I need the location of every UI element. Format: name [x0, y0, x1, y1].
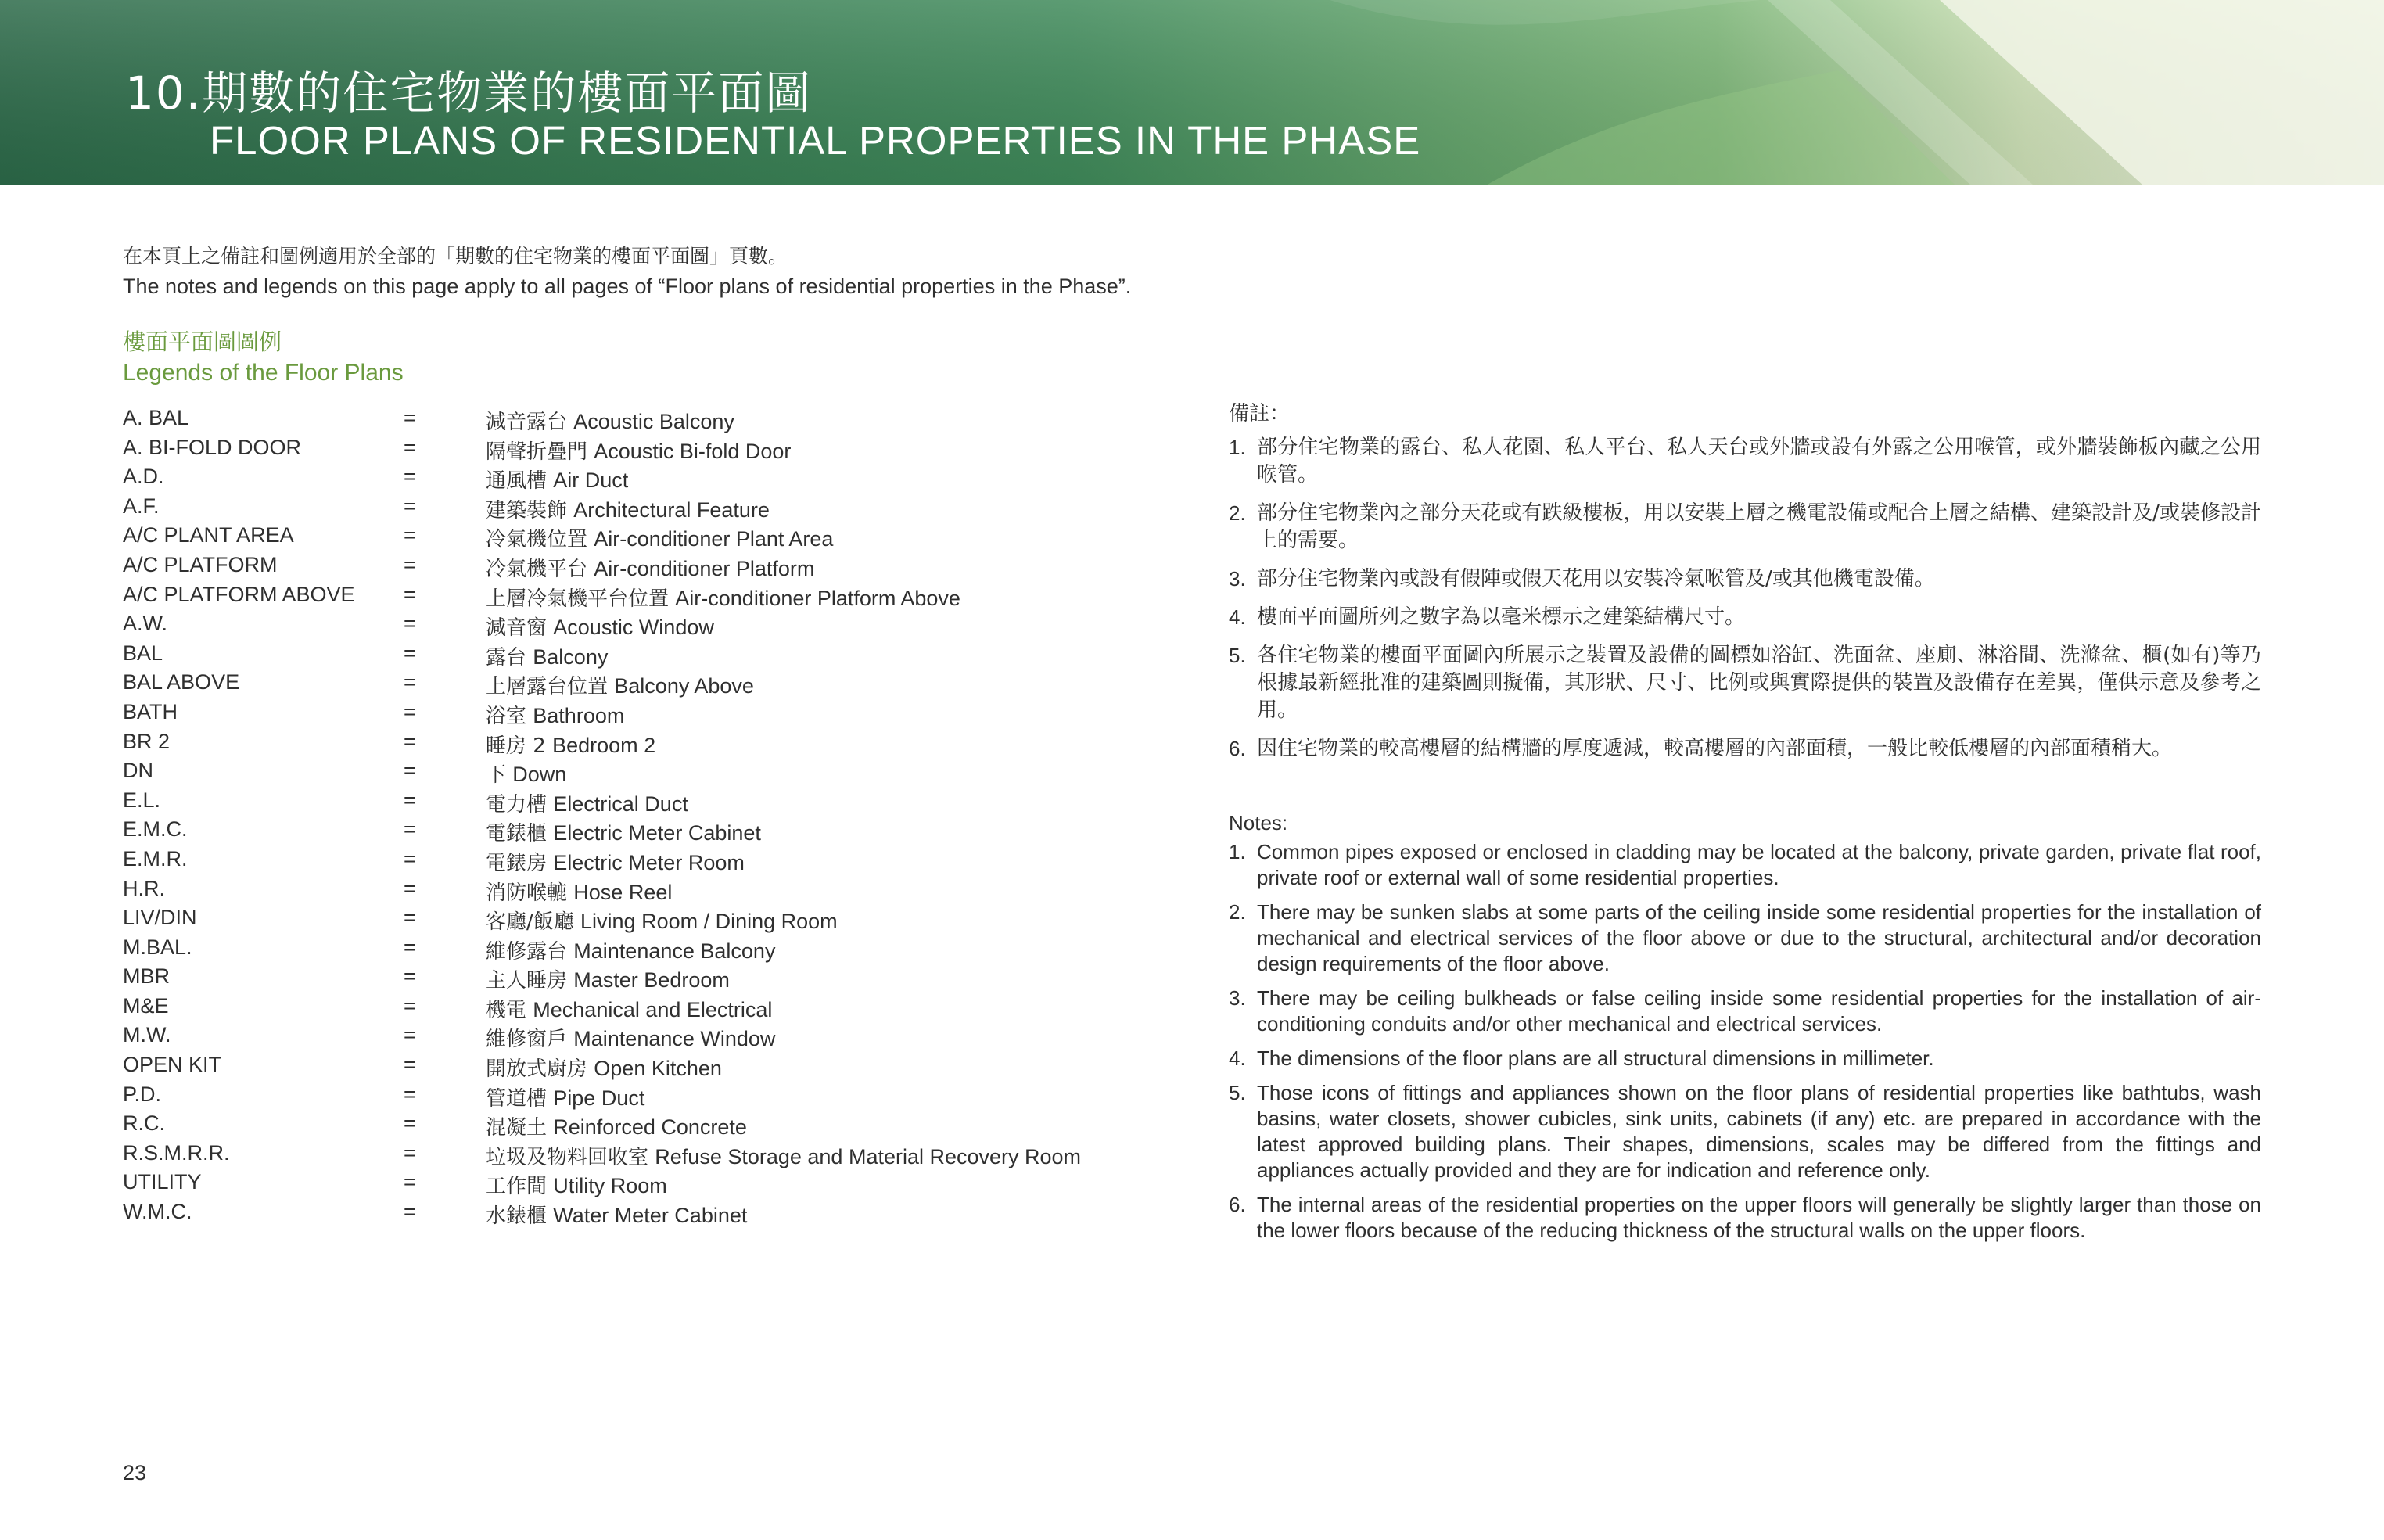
- notes-cn: [1229, 400, 2261, 774]
- legend-desc-cn: 上層露台位置: [486, 675, 609, 699]
- legend-description: [486, 700, 624, 729]
- legend-row: [123, 759, 1140, 788]
- legend-desc-en: Air-conditioner Platform Above: [675, 586, 960, 610]
- legend-row: [123, 1082, 1140, 1112]
- legend-desc-en: Utility Room: [553, 1174, 667, 1198]
- legend-equals: =: [404, 1111, 416, 1136]
- note-item: [1229, 500, 2261, 555]
- note-item: [1229, 604, 2261, 631]
- legend-equals: =: [404, 699, 416, 723]
- note-item: [1229, 565, 2261, 593]
- intro-en: The notes and legends on this page apply to all pages of “Floor plans of residential properties in the Phase”.: [123, 275, 1132, 298]
- legend-desc-en: Architectural Feature: [573, 497, 770, 522]
- legend-desc-cn: 下: [486, 763, 507, 788]
- notes-en-list: [1229, 839, 2261, 1244]
- legend-desc-cn: 維修露台: [486, 939, 568, 964]
- note-number: 1.: [1229, 840, 1246, 863]
- notes-cn-list: [1229, 434, 2261, 763]
- legend-desc-cn: 上層冷氣機平台位置: [486, 587, 670, 611]
- legend-row: [123, 935, 1140, 965]
- page-number: 23: [123, 1461, 147, 1484]
- legend-row: [123, 1200, 1140, 1229]
- legend-equals: =: [404, 1023, 416, 1047]
- legend-desc-en: Air Duct: [553, 468, 629, 493]
- legend-row: [123, 700, 1140, 730]
- legend-row: [123, 788, 1140, 818]
- legend-desc-cn: 冷氣機位置: [486, 528, 588, 552]
- legend-equals: =: [404, 552, 416, 576]
- legend-abbr: A.F.: [123, 494, 160, 518]
- legend-row: [123, 877, 1140, 906]
- note-number: 4.: [1229, 1046, 1246, 1070]
- legend-equals: =: [404, 876, 416, 900]
- note-item: [1229, 985, 2261, 1037]
- legend-desc-cn: 混凝土: [486, 1116, 548, 1140]
- legend-row: [123, 670, 1140, 700]
- legend-desc-cn: 露台: [486, 645, 527, 669]
- legend-desc-en: Maintenance Balcony: [573, 939, 776, 963]
- legend-desc-en: Mechanical and Electrical: [533, 997, 773, 1021]
- legend-row: [123, 523, 1140, 553]
- legend-description: [486, 553, 814, 582]
- legend-desc-en: Down: [512, 763, 567, 787]
- legend-desc-en: Balcony: [533, 644, 609, 669]
- legend-row: [123, 964, 1140, 994]
- legend-desc-cn: 浴室: [486, 704, 527, 728]
- legend-list: [123, 406, 1140, 1229]
- legend-description: [486, 1170, 667, 1199]
- legend-description: [486, 641, 608, 670]
- legend-description: [486, 906, 838, 935]
- note-number: 3.: [1229, 567, 1246, 591]
- legend-description: [486, 788, 688, 817]
- intro-text: [123, 241, 1131, 302]
- legend-row: [123, 436, 1140, 465]
- legend-desc-en: Air-conditioner Platform: [594, 556, 815, 580]
- notes-cn-heading: 備註：: [1229, 402, 1291, 425]
- legend-equals: =: [404, 788, 416, 812]
- legend-abbr: LIV/DIN: [123, 906, 197, 930]
- note-text: 部分住宅物業內之部分天花或有跌級樓板，用以安裝上層之機電設備或配合上層之結構、建築設計及/或裝修設計上的需要。: [1257, 501, 2261, 552]
- page-title-en: FLOOR PLANS OF RESIDENTIAL PROPERTIES IN THE PHASE: [210, 118, 1421, 163]
- legend-desc-cn: 開放式廚房: [486, 1057, 588, 1082]
- note-text: There may be ceiling bulkheads or false ceiling inside some residential properties for the installation of air-conditioning conduits and/or other mechanical and electrical services.: [1257, 986, 2261, 1036]
- legend-row: [123, 730, 1140, 759]
- legend-abbr: H.R.: [123, 876, 165, 900]
- legend-desc-en: Hose Reel: [573, 880, 673, 904]
- legend-abbr: DN: [123, 759, 153, 783]
- note-item: [1229, 642, 2261, 724]
- legend-desc-en: Acoustic Window: [553, 616, 714, 640]
- legend-abbr: E.M.R.: [123, 846, 188, 871]
- legend-desc-en: Open Kitchen: [594, 1057, 722, 1081]
- legend-description: [486, 817, 761, 846]
- legend-equals: =: [404, 641, 416, 665]
- legend-desc-cn: 通風槽: [486, 469, 548, 494]
- note-number: 2.: [1229, 900, 1246, 924]
- legend-description: [486, 1082, 644, 1111]
- legend-desc-cn: 水錶櫃: [486, 1204, 548, 1229]
- legend-heading-cn: 樓面平面圖圖例: [123, 328, 282, 355]
- legend-desc-cn: 維修窗戶: [486, 1028, 568, 1052]
- legend-abbr: M.BAL.: [123, 935, 192, 959]
- note-number: 6.: [1229, 737, 1246, 760]
- legend-description: [486, 877, 672, 906]
- legend-row: [123, 641, 1140, 671]
- legend-abbr: R.S.M.R.R.: [123, 1140, 230, 1165]
- legend-description: [486, 494, 770, 523]
- legend-description: [486, 1111, 747, 1140]
- legend-row: [123, 494, 1140, 524]
- legend-equals: =: [404, 759, 416, 783]
- legend-desc-cn: 建築裝飾: [486, 498, 568, 522]
- legend-equals: =: [404, 846, 416, 871]
- note-text: 因住宅物業的較高樓層的結構牆的厚度遞減，較高樓層的內部面積，一般比較低樓層的內部面積稍大。: [1257, 737, 2173, 760]
- legend-row: [123, 847, 1140, 877]
- legend-description: [486, 436, 791, 465]
- legend-equals: =: [404, 1200, 416, 1224]
- legend-desc-cn: 冷氣機平台: [486, 557, 588, 581]
- legend-desc-en: Electric Meter Room: [553, 850, 745, 874]
- legend-equals: =: [404, 612, 416, 636]
- legend-desc-cn: 垃圾及物料回收室: [486, 1145, 649, 1169]
- legend-row: [123, 465, 1140, 494]
- legend-equals: =: [404, 465, 416, 489]
- note-number: 6.: [1229, 1193, 1246, 1216]
- legend-heading-en: Legends of the Floor Plans: [123, 360, 404, 386]
- legend-abbr: BAL: [123, 641, 163, 665]
- legend-abbr: A/C PLATFORM: [123, 552, 278, 576]
- legend-abbr: M.W.: [123, 1023, 171, 1047]
- legend-abbr: BATH: [123, 699, 178, 723]
- legend-row: [123, 583, 1140, 612]
- note-number: 1.: [1229, 436, 1246, 459]
- legend-desc-cn: 消防喉轆: [486, 881, 568, 905]
- legend-description: [486, 994, 772, 1023]
- legend-desc-cn: 減音露台: [486, 411, 568, 434]
- note-text: The dimensions of the floor plans are all structural dimensions in millimeter.: [1257, 1046, 1934, 1070]
- legend-description: [486, 1141, 1081, 1170]
- intro-cn: 在本頁上之備註和圖例適用於全部的「期數的住宅物業的樓面平面圖」頁數。: [123, 245, 788, 267]
- legend-desc-cn: 電力槽: [486, 792, 548, 817]
- note-item: [1229, 735, 2261, 763]
- legend-row: [123, 406, 1140, 436]
- legend-abbr: M&E: [123, 993, 169, 1018]
- legend-abbr: A. BAL: [123, 406, 189, 429]
- legend-description: [486, 465, 628, 494]
- legend-equals: =: [404, 494, 416, 518]
- legend-abbr: E.L.: [123, 788, 161, 812]
- legend-description: [486, 670, 754, 699]
- page-title-cn: 10.期數的住宅物業的樓面平面圖: [125, 66, 813, 120]
- legend-desc-cn: 減音窗: [486, 616, 548, 641]
- legend-desc-cn: 主人睡房: [486, 969, 568, 993]
- legend-abbr: A.W.: [123, 612, 168, 636]
- legend-description: [486, 583, 960, 612]
- legend-equals: =: [404, 523, 416, 547]
- legend-abbr: MBR: [123, 964, 170, 989]
- note-text: The internal areas of the residential properties on the upper floors will generally be slightly larger than those on the lower floors because of the reducing thickness of the structural walls on the upper floors.: [1257, 1193, 2261, 1242]
- note-number: 5.: [1229, 1081, 1246, 1104]
- legend-equals: =: [404, 729, 416, 753]
- legend-desc-cn: 管道槽: [486, 1086, 548, 1111]
- legend-abbr: A. BI-FOLD DOOR: [123, 435, 302, 459]
- legend-desc-cn: 電錶櫃: [486, 822, 548, 846]
- legend-desc-en: Air-conditioner Plant Area: [594, 527, 834, 551]
- legend-abbr: A.D.: [123, 465, 164, 489]
- legend-row: [123, 817, 1140, 847]
- note-item: [1229, 1046, 2261, 1072]
- legend-description: [486, 1200, 747, 1229]
- note-number: 5.: [1229, 644, 1246, 667]
- legend-desc-cn: 工作間: [486, 1175, 548, 1199]
- legend-row: [123, 1141, 1140, 1171]
- note-item: [1229, 1080, 2261, 1183]
- note-item: [1229, 1192, 2261, 1244]
- legend-row: [123, 1023, 1140, 1053]
- note-number: 3.: [1229, 986, 1246, 1010]
- legend-desc-cn: 客廳/飯廳: [486, 910, 574, 935]
- legend-description: [486, 1053, 722, 1082]
- legend-description: [486, 847, 745, 876]
- legend-equals: =: [404, 964, 416, 989]
- legend-row: [123, 1170, 1140, 1200]
- legend-equals: =: [404, 435, 416, 459]
- legend-row: [123, 553, 1140, 583]
- legend-desc-en: Bedroom 2: [552, 733, 656, 757]
- legend-desc-en: Living Room / Dining Room: [580, 910, 838, 934]
- legend-desc-en: Pipe Duct: [553, 1086, 645, 1110]
- legend-desc-en: Acoustic Bi-fold Door: [594, 439, 792, 463]
- note-number: 2.: [1229, 501, 1246, 525]
- note-item: [1229, 899, 2261, 977]
- legend-abbr: BAL ABOVE: [123, 670, 240, 695]
- legend-equals: =: [404, 1170, 416, 1194]
- legend-equals: =: [404, 406, 416, 429]
- legend-desc-cn: 機電: [486, 998, 527, 1022]
- note-item: [1229, 839, 2261, 891]
- legend-equals: =: [404, 817, 416, 842]
- legend-abbr: OPEN KIT: [123, 1053, 222, 1077]
- legend-abbr: R.C.: [123, 1111, 165, 1136]
- legend-abbr: BR 2: [123, 729, 171, 753]
- legend-abbr: UTILITY: [123, 1170, 202, 1194]
- notes-en-heading: Notes:: [1229, 811, 1288, 835]
- legend-equals: =: [404, 1140, 416, 1165]
- legend-desc-en: Water Meter Cabinet: [553, 1204, 748, 1228]
- legend-abbr: P.D.: [123, 1082, 162, 1106]
- note-text: There may be sunken slabs at some parts of the ceiling inside some residential properties for the installation of mechanical and electrical services of the floor above or due to the structural, architectural and/or decoration design requirements of the floor above.: [1257, 900, 2261, 975]
- legend-row: [123, 1111, 1140, 1141]
- legend-equals: =: [404, 935, 416, 959]
- legend-abbr: A/C PLANT AREA: [123, 523, 294, 547]
- legend-desc-en: Master Bedroom: [573, 968, 730, 993]
- notes-en: [1229, 810, 2261, 1252]
- legend-abbr: W.M.C.: [123, 1200, 192, 1224]
- legend-abbr: E.M.C.: [123, 817, 188, 842]
- note-text: Common pipes exposed or enclosed in cladding may be located at the balcony, private garden, private flat roof, private roof or external wall of some residential properties.: [1257, 840, 2261, 889]
- legend-equals: =: [404, 582, 416, 606]
- legend-description: [486, 759, 566, 788]
- legend-description: [486, 1023, 775, 1052]
- legend-equals: =: [404, 906, 416, 930]
- note-number: 4.: [1229, 605, 1246, 629]
- legend-desc-cn: 電錶房: [486, 851, 548, 875]
- legend-equals: =: [404, 1053, 416, 1077]
- legend-equals: =: [404, 670, 416, 695]
- legend-desc-en: Electrical Duct: [553, 792, 688, 816]
- legend-desc-en: Bathroom: [533, 703, 625, 727]
- note-text: 樓面平面圖所列之數字為以毫米標示之建築結構尺寸。: [1257, 605, 1746, 629]
- legend-heading: [123, 326, 404, 389]
- legend-row: [123, 612, 1140, 641]
- legend-row: [123, 994, 1140, 1024]
- note-text: 部分住宅物業內或設有假陣或假天花用以安裝冷氣喉管及/或其他機電設備。: [1257, 567, 1935, 591]
- legend-desc-en: Acoustic Balcony: [573, 410, 734, 433]
- legend-description: [486, 964, 730, 993]
- legend-desc-en: Refuse Storage and Material Recovery Room: [655, 1144, 1082, 1168]
- legend-desc-en: Balcony Above: [614, 674, 754, 698]
- legend-abbr: A/C PLATFORM ABOVE: [123, 582, 355, 606]
- legend-row: [123, 906, 1140, 935]
- note-text: 各住宅物業的樓面平面圖內所展示之裝置及設備的圖標如浴缸、洗面盆、座廁、淋浴間、洗滌盆、櫃(如有)等乃根據最新經批准的建築圖則擬備，其形狀、尺寸、比例或與實際提供的裝置及設備存在差異，僅供示意及參考之用。: [1257, 644, 2261, 722]
- note-text: 部分住宅物業的露台、私人花園、私人平台、私人天台或外牆或設有外露之公用喉管，或外牆裝飾板內藏之公用喉管。: [1257, 436, 2261, 486]
- legend-desc-en: Electric Meter Cabinet: [553, 821, 761, 845]
- legend-desc-en: Maintenance Window: [573, 1027, 776, 1051]
- legend-equals: =: [404, 1082, 416, 1106]
- legend-desc-cn: 隔聲折疊門: [486, 440, 588, 464]
- note-text: Those icons of fittings and appliances shown on the floor plans of residential properties like bathtubs, wash basins, water closets, shower cubicles, sink units, cabinets (if any) etc. are prepared in accordance with the latest approved building plans. Their shapes, dimensions, scales may be differed from the fittings and appliances actually provided and they are for indication and reference only.: [1257, 1081, 2261, 1182]
- legend-desc-cn: 睡房 2: [486, 734, 546, 758]
- header-banner: [0, 0, 2384, 185]
- legend-desc-en: Reinforced Concrete: [553, 1115, 747, 1140]
- legend-equals: =: [404, 993, 416, 1018]
- legend-description: [486, 935, 775, 964]
- note-item: [1229, 434, 2261, 489]
- legend-description: [486, 730, 655, 759]
- legend-row: [123, 1053, 1140, 1082]
- legend-description: [486, 523, 833, 552]
- legend-description: [486, 406, 734, 435]
- legend-description: [486, 612, 714, 641]
